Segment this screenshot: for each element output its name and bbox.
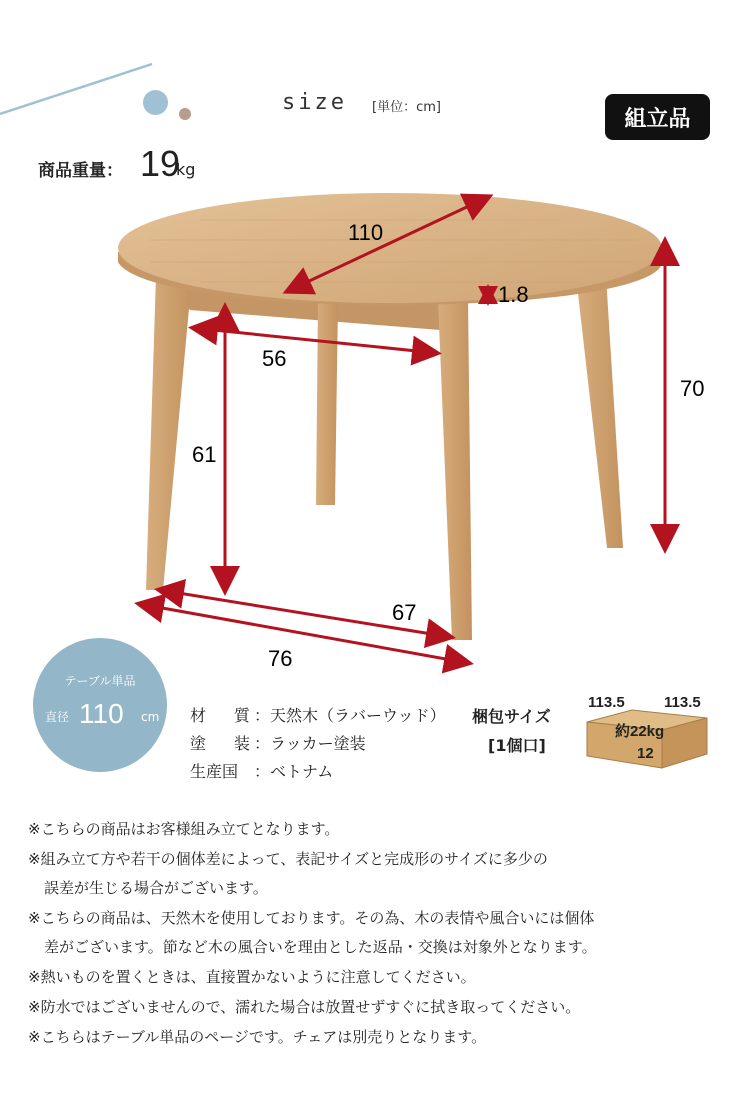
spec-key: 生産国: [190, 762, 239, 781]
spec-row-origin: [190, 759, 333, 782]
spec-value: ：ラッカー塗装: [254, 734, 366, 753]
weight-value: 19: [140, 143, 181, 184]
dim-inner-width: 56: [262, 346, 287, 371]
note-item: 差がございます。節など木の風合いを理由とした返品・交換は対象外となります。: [44, 938, 597, 956]
table-leg-right: [576, 276, 623, 548]
spec-badge: [33, 638, 167, 772]
package-title: 梱包サイズ: [472, 707, 551, 726]
spec-key: 材 質: [190, 706, 257, 725]
weight-unit: kg: [176, 160, 196, 179]
table-illustration: [0, 180, 740, 680]
dim-thickness: 1.8: [498, 282, 529, 307]
note-item: ※熱いものを置くときは、直接置かないように注意してください。: [28, 968, 476, 986]
table-top: [118, 193, 662, 303]
package-dim-right: 113.5: [664, 694, 701, 711]
note-item: ※組み立て方や若干の個体差によって、表記サイズと完成形のサイズに多少の: [28, 850, 548, 868]
spec-key: 塗 装: [190, 734, 257, 753]
assembly-badge: 組立品: [605, 94, 710, 140]
note-item: ※防水ではございませんので、濡れた場合は放置せずすぐに拭き取ってください。: [28, 998, 581, 1016]
spec-value: ：ベトナム: [254, 762, 334, 781]
spec-badge-diameter-label: 直径: [45, 710, 70, 724]
spec-row-finish: [190, 731, 366, 754]
section-title: size: [282, 90, 347, 115]
spec-row-material: [190, 703, 446, 726]
spec-badge-title: テーブル単品: [64, 674, 136, 688]
decorative-dot-blue: [143, 90, 168, 115]
note-item: ※こちらの商品は、天然木を使用しております。その為、木の表情や風合いには個体: [28, 909, 595, 927]
decorative-dot-brown: [179, 108, 191, 120]
note-item: ※こちらはテーブル単品のページです。チェアは別売りとなります。: [28, 1028, 487, 1046]
decorative-line: [0, 62, 160, 122]
weight-label: 商品重量：: [38, 161, 123, 181]
unit-label: [単位：cm]: [372, 100, 441, 115]
package-weight: 約22kg: [615, 723, 665, 740]
table-leg-front: [438, 300, 472, 640]
package-count: [1個口]: [488, 736, 546, 755]
spec-badge-diameter-value: 110: [79, 698, 124, 729]
dim-leg-span-outer: 76: [268, 646, 293, 671]
dim-height: 70: [680, 376, 705, 401]
spec-badge-unit: cm: [141, 710, 160, 724]
package-dim-left: 113.5: [588, 694, 625, 711]
dim-diameter: 110: [348, 220, 384, 245]
dim-under-height: 61: [192, 442, 217, 467]
note-item: 誤差が生じる場合がございます。: [44, 879, 268, 897]
spec-value: ：天然木（ラバーウッド）: [254, 706, 446, 725]
dim-leg-span-inner: 67: [392, 600, 417, 625]
table-leg-back: [316, 300, 338, 505]
table-leg-left: [146, 276, 192, 590]
package-height: 12: [637, 745, 654, 762]
note-item: ※こちらの商品はお客様組み立てとなります。: [28, 820, 340, 838]
